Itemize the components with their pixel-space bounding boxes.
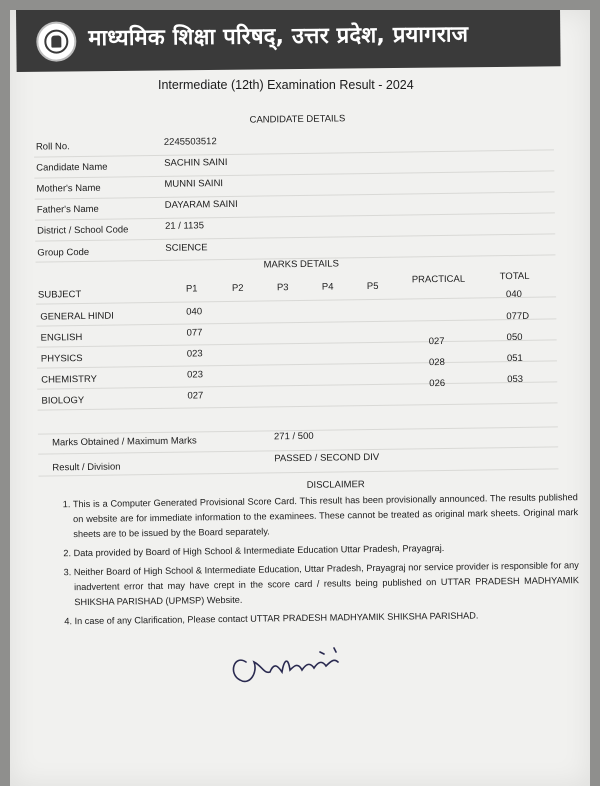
disclaimer-item: 1. This is a Computer Generated Provisional Score Card. This result has been provisionally announced. The results published on website are for immediate information to the examinees. These cannot be treated as original mark sheets. Original mark sheets are to be issued by the Board separately. <box>73 490 579 542</box>
column-header-p4: P4 <box>321 281 334 293</box>
row-divider <box>37 381 557 389</box>
subject-name: CHEMISTRY <box>41 373 98 386</box>
fathers-name-value: DAYARAM SAINI <box>164 198 238 211</box>
candidate-details-heading: CANDIDATE DETAILS <box>249 113 346 126</box>
p1-marks: 077 <box>186 327 203 339</box>
row-divider <box>34 170 554 178</box>
handwritten-signature <box>224 632 354 692</box>
total-marks: 077D <box>506 310 530 323</box>
subject-name: ENGLISH <box>40 332 83 344</box>
result-division-value: PASSED / SECOND DIV <box>274 451 380 465</box>
district-school-code-label: District / School Code <box>37 224 129 237</box>
row-divider <box>38 402 558 410</box>
column-header-p2: P2 <box>231 282 244 294</box>
total-marks: 040 <box>505 288 522 301</box>
column-header-total: TOTAL <box>499 270 530 283</box>
marks-obtained-value: 271 / 500 <box>273 430 314 443</box>
total-marks: 050 <box>506 331 523 344</box>
disclaimer-item: 2. Data provided by Board of High School & Intermediate Education Uttar Pradesh, Prayagraj. <box>73 539 578 561</box>
group-code-value: SCIENCE <box>165 242 208 254</box>
board-name: माध्यमिक शिक्षा परिषद्, उत्तर प्रदेश, प्रयागराज <box>88 22 469 52</box>
subject-name: PHYSICS <box>40 353 83 365</box>
row-divider <box>35 212 555 220</box>
column-header-p1: P1 <box>185 283 198 295</box>
row-divider <box>37 360 557 368</box>
roll-no-value: 2245503512 <box>163 136 217 148</box>
total-marks: 053 <box>507 373 524 386</box>
disclaimer-item: 4. In case of any Clarification, Please contact UTTAR PRADESH MADHYAMIK SHIKSHA PARISHAD. <box>74 607 579 629</box>
mothers-name-label: Mother's Name <box>36 182 101 195</box>
practical-marks: 027 <box>428 335 445 348</box>
column-header-subject: SUBJECT <box>37 289 82 301</box>
column-header-p3: P3 <box>276 282 289 294</box>
marks-details-heading: MARKS DETAILS <box>263 258 339 271</box>
row-divider <box>34 149 554 157</box>
p1-marks: 040 <box>186 306 203 318</box>
district-school-code-value: 21 / 1135 <box>164 220 205 232</box>
candidate-name-label: Candidate Name <box>36 161 108 174</box>
roll-no-label: Roll No. <box>35 141 70 153</box>
disclaimer-item: 3. Neither Board of High School & Intermediate Education, Uttar Pradesh, Prayagraj nor service provider is responsible for any inadvertent error that may have crept in the score card / results being published on UTTAR PRADESH MADHYAMIK SHIKSHA PARISHAD (UPMSP) Website. <box>74 558 580 610</box>
row-divider <box>35 191 555 199</box>
practical-marks: 028 <box>428 356 445 369</box>
column-header-p5: P5 <box>366 280 379 293</box>
result-document <box>10 10 590 786</box>
exam-title: Intermediate (12th) Examination Result - 2024 <box>158 78 414 92</box>
p1-marks: 027 <box>187 390 204 402</box>
marks-obtained-label: Marks Obtained / Maximum Marks <box>51 435 197 449</box>
subject-name: GENERAL HINDI <box>40 310 114 323</box>
disclaimer-heading: DISCLAIMER <box>306 479 365 491</box>
row-divider <box>36 318 556 326</box>
result-division-label: Result / Division <box>52 461 121 474</box>
candidate-name-value: SACHIN SAINI <box>164 156 228 169</box>
disclaimer-list <box>59 490 580 633</box>
subject-name: BIOLOGY <box>41 395 85 407</box>
row-divider <box>36 296 556 304</box>
practical-marks: 026 <box>429 377 446 390</box>
group-code-label: Group Code <box>37 246 90 259</box>
column-header-practical: PRACTICAL <box>411 273 466 286</box>
p1-marks: 023 <box>186 348 203 360</box>
p1-marks: 023 <box>187 369 204 381</box>
fathers-name-label: Father's Name <box>36 203 99 216</box>
mothers-name-value: MUNNI SAINI <box>164 178 224 190</box>
total-marks: 051 <box>506 352 523 365</box>
row-divider <box>37 339 557 347</box>
